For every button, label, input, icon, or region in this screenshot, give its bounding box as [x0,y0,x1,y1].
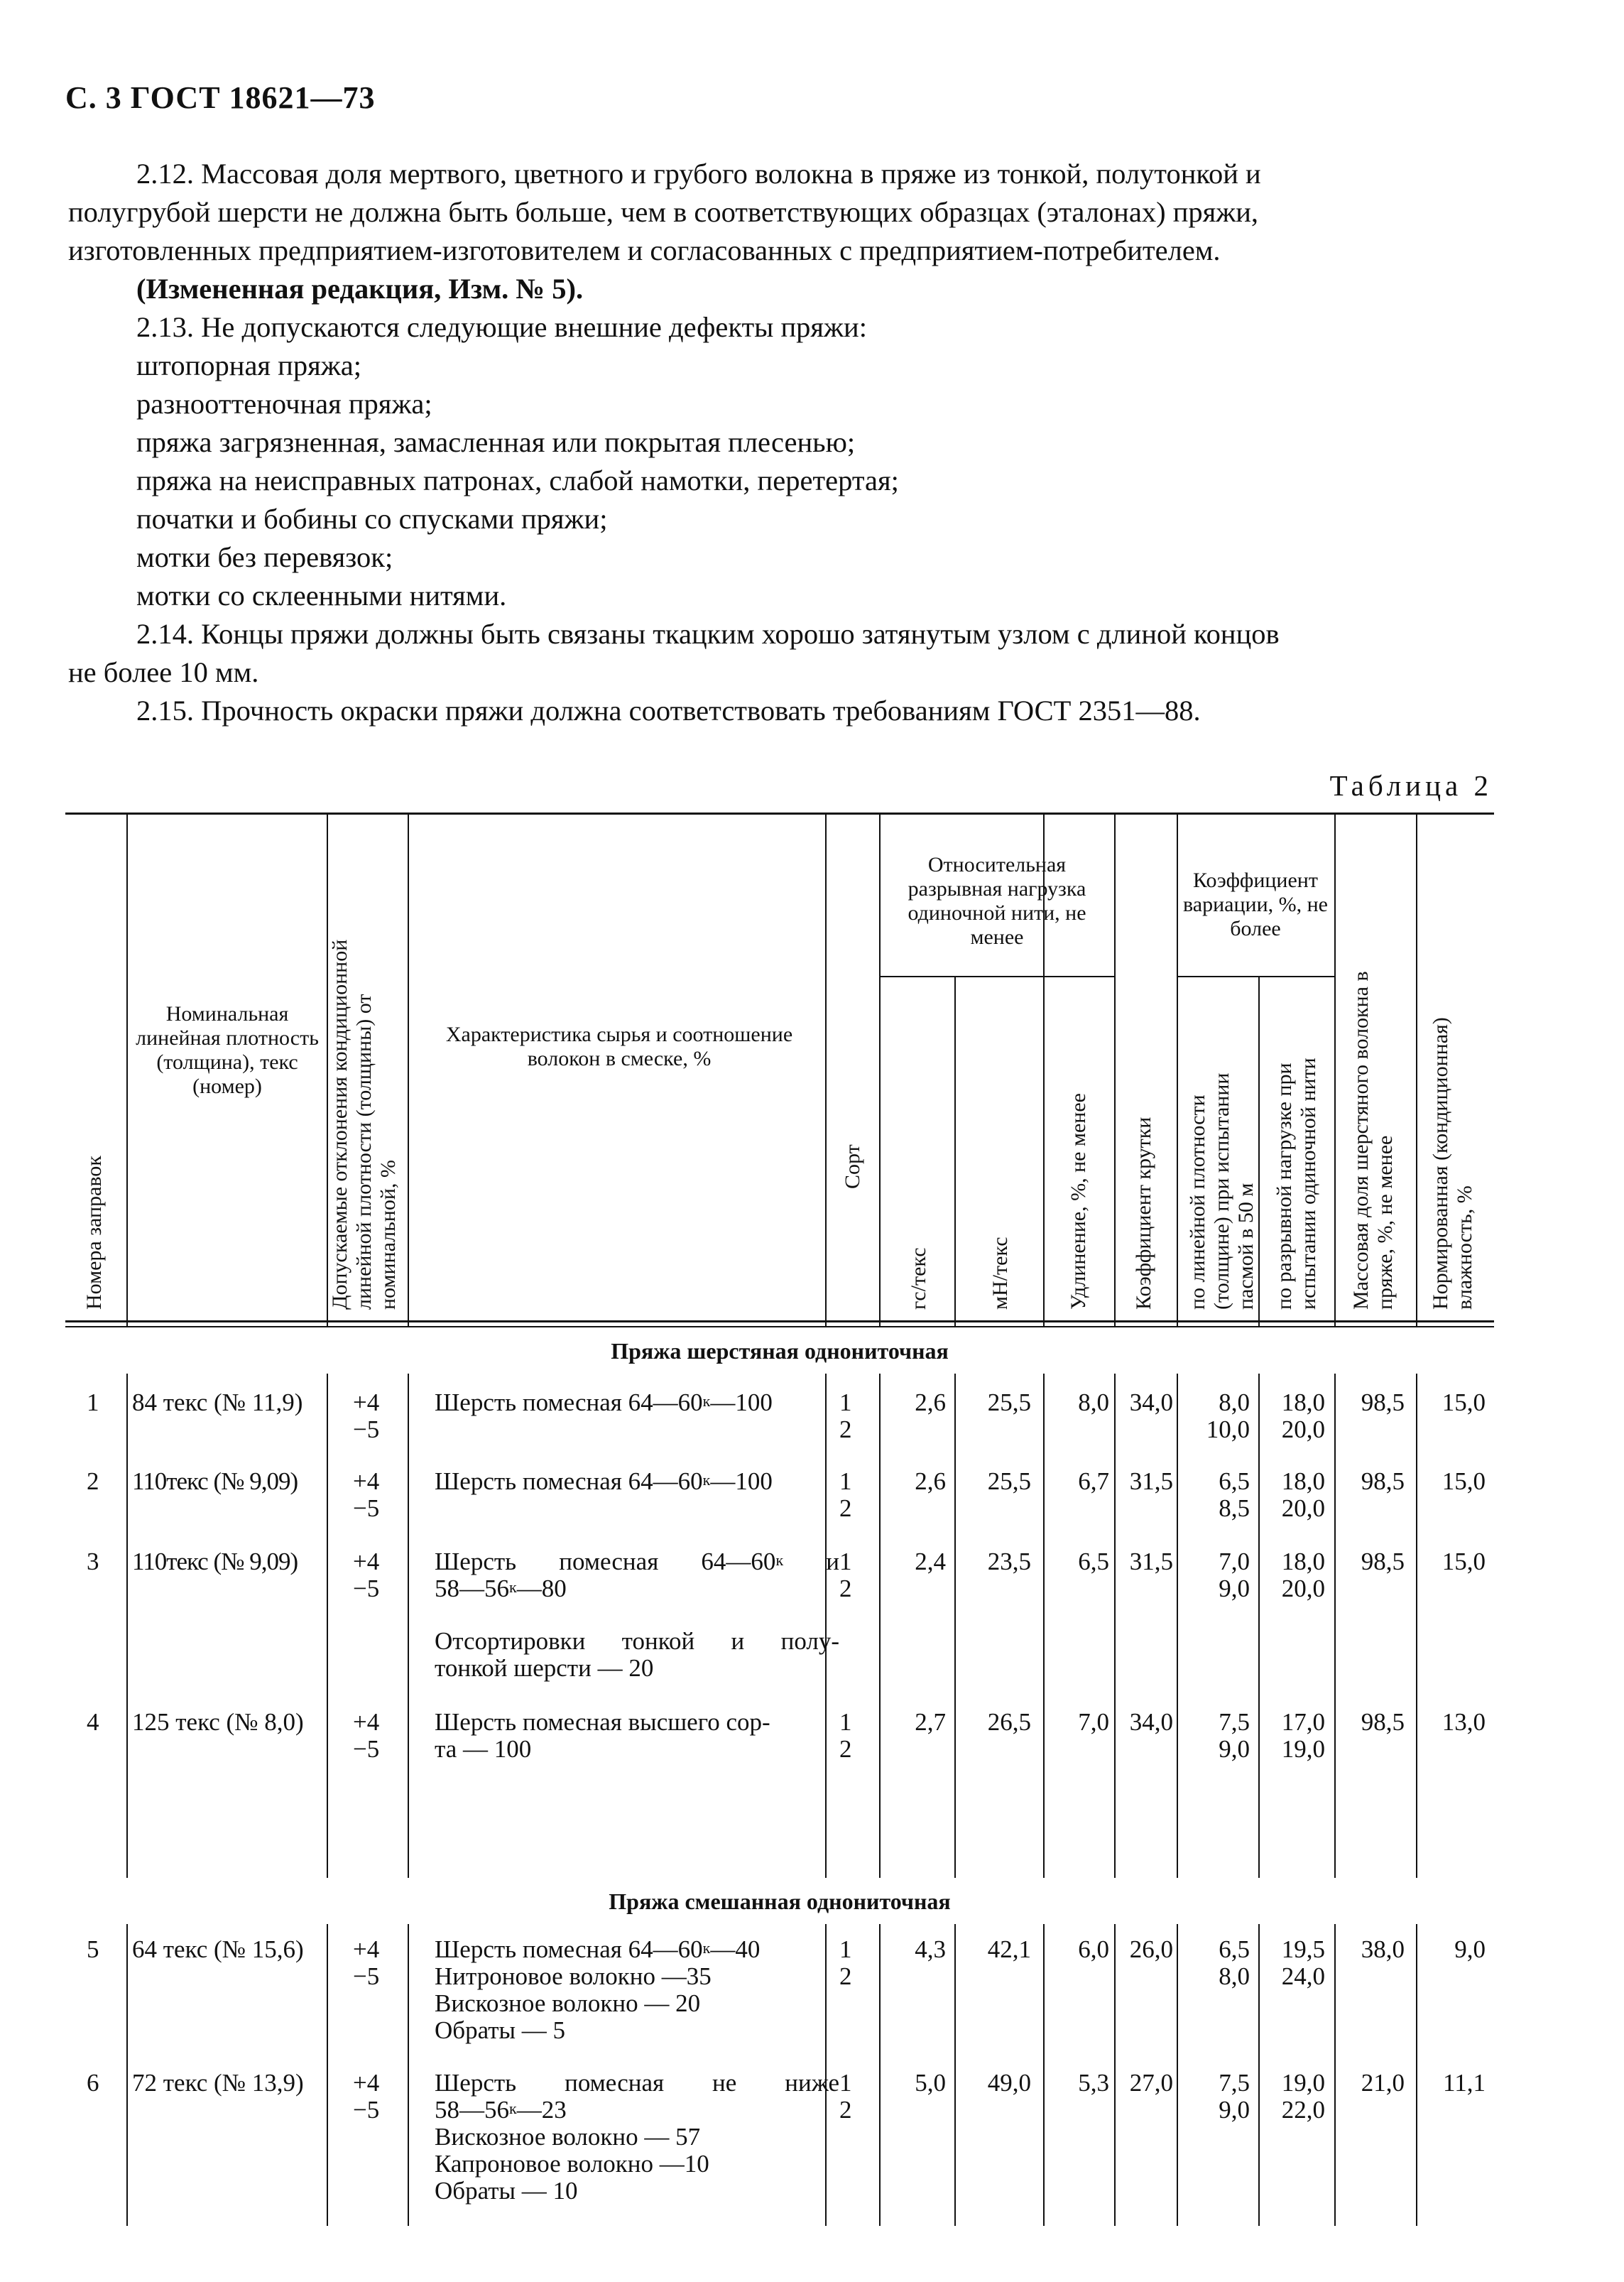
cv-density-2: 8,5 [1219,1494,1250,1522]
col-divider [126,813,128,1327]
header-elongation: Удлинение, %, не менее [1067,1093,1090,1310]
load-gs: 2,4 [915,1548,946,1575]
twist: 31,5 [1129,1467,1173,1495]
grade-2: 2 [839,1735,852,1763]
moisture: 15,0 [1442,1467,1486,1495]
cv-density-2: 8,0 [1219,1962,1250,1990]
grade-1: 1 [839,1708,852,1736]
cv-load-2: 19,0 [1281,1735,1325,1763]
twist: 26,0 [1129,1935,1173,1963]
header-line: (толщине) при испытании [1210,1072,1233,1310]
cv-density-1: 8,0 [1219,1389,1250,1416]
header-load-gs: гс/текс [907,1247,930,1310]
cv-density-1: 6,5 [1219,1467,1250,1495]
edit-note: (Измененная редакция, Изм. № 5). [136,273,584,305]
cv-load-2: 22,0 [1281,2096,1325,2124]
row-num: 4 [87,1708,99,1736]
text-line: 2.12. Массовая доля мертвого, цветного и грубого волокна в пряже из тонкой, полутонкой и [136,158,1261,190]
wool-share: 98,5 [1361,1548,1405,1575]
row-num: 5 [87,1935,99,1963]
defect-item: мотки со склеенными нитями. [136,580,507,612]
cv-load-2: 20,0 [1281,1416,1325,1443]
header-cv-load [1273,987,1326,1310]
header-load-group: Относительная разрывная нагрузка одиночной нити, не менее [908,853,1086,949]
col-divider [825,813,827,1327]
col-divider [954,1924,956,2226]
col-divider [126,1924,128,2226]
table-caption: Таблица 2 [1329,769,1493,802]
elongation: 8,0 [1078,1389,1109,1416]
cv-density-2: 10,0 [1206,1416,1250,1443]
wool-share: 98,5 [1361,1389,1405,1416]
grade-1: 1 [839,1548,852,1575]
cv-density-1: 6,5 [1219,1935,1250,1963]
header-line: линейной плотности (толщины) от [352,994,376,1310]
col-divider [954,1374,956,1878]
group-divider [879,976,1114,977]
load-gs: 2,6 [915,1389,946,1416]
composition-line: Шерсть помесная $64—60^к$ и [435,1548,840,1575]
cv-load-2: 20,0 [1281,1494,1325,1522]
dev-minus: −5 [353,1494,380,1522]
dev-plus: +4 [353,1467,380,1495]
composition-line: Шерсть помесная $64—60^к—40$ [435,1935,761,1963]
dev-minus: −5 [353,1416,380,1443]
composition [435,2070,839,2205]
header-line: по разрывной нагрузке при [1273,1063,1296,1310]
cv-density-1: 7,0 [1219,1548,1250,1575]
load-mn: 49,0 [987,2069,1031,2097]
cv-load-2: 24,0 [1281,1962,1325,1990]
header-divider-double [65,1326,1494,1327]
dev-plus: +4 [353,1548,380,1575]
composition [435,1709,839,1763]
moisture: 9,0 [1454,1935,1486,1963]
grade-2: 2 [839,1962,852,1990]
load-gs: 2,7 [915,1708,946,1736]
col-divider [879,1374,881,1878]
col-divider [1177,1924,1178,2226]
header-load-mn: мН/текс [988,1237,1012,1310]
dev-minus: −5 [353,1735,380,1763]
composition-line: $58—56^к—80$ [435,1575,567,1602]
composition [435,1468,839,1495]
moisture: 15,0 [1442,1389,1486,1416]
cv-load-1: 19,5 [1281,1935,1325,1963]
defect-item: штопорная пряжа; [136,349,361,381]
header-line: Нормированная (кондиционная) [1429,1017,1452,1310]
composition-line: Обраты — 5 [435,2016,566,2044]
col-divider [1114,1374,1116,1878]
header-twist: Коэффициент крутки [1132,1116,1155,1310]
row-density: 72 текс (№ 13,9) [132,2069,304,2097]
header-line: пасмой в 50 м [1234,1183,1258,1310]
col-divider [1258,976,1260,1327]
section-title-mixed: Пряжа смешанная однониточная [609,1889,951,1914]
col-divider [327,1374,328,1878]
col-divider [1258,1924,1260,2226]
header-line: Допускаемые отклонения кондиционной [328,939,351,1310]
row-density: 125 текс (№ 8,0) [132,1708,304,1736]
composition-line: Шерсть помесная $64—60^к—100$ [435,1389,773,1416]
row-num: 2 [87,1467,99,1495]
load-mn: 42,1 [987,1935,1031,1963]
group-divider [1177,976,1334,977]
section-title-wool: Пряжа шерстяная однониточная [611,1338,949,1364]
grade-1: 1 [839,1467,852,1495]
composition-line: тонкой шерсти — 20 [435,1654,654,1682]
composition-line: та — 100 [435,1735,532,1763]
grade-1: 1 [839,2069,852,2097]
header-cv-group: Коэффициент вариации, %, не более [1183,869,1328,940]
col-divider [1114,813,1116,1327]
dev-plus: +4 [353,2069,380,2097]
header-num: Номера заправок [82,1156,106,1310]
col-divider [1043,1374,1045,1878]
cv-load-1: 18,0 [1281,1389,1325,1416]
header-deviation [328,834,405,1310]
cv-load-1: 17,0 [1281,1708,1325,1736]
composition-line: Шерсть помесная не ниже [435,2069,839,2097]
load-mn: 25,5 [987,1389,1031,1416]
elongation: 7,0 [1078,1708,1109,1736]
cv-load-1: 19,0 [1281,2069,1325,2097]
composition-line: Отсортировки тонкой и полу- [435,1627,839,1655]
col-divider [1177,813,1178,1327]
grade-2: 2 [839,2096,852,2124]
header-moisture [1429,940,1486,1310]
header-composition: Характеристика сырья и соотношение волокон в смеске, % [445,1023,793,1070]
col-divider [1177,1374,1178,1878]
text-line: не более 10 мм. [68,656,259,688]
paragraph-2-12 [68,155,1488,730]
dev-plus: +4 [353,1708,380,1736]
composition-line: Обраты — 10 [435,2177,578,2205]
elongation: 5,3 [1078,2069,1109,2097]
dev-minus: −5 [353,2096,380,2124]
text-line: 2.14. Концы пряжи должны быть связаны ткацким хорошо затянутым узлом с длиной концов [136,618,1280,650]
row-density: 84 текс (№ 11,9) [132,1389,303,1416]
twist: 34,0 [1129,1708,1173,1736]
composition-line: Шерсть помесная высшего сор- [435,1708,770,1736]
text-line: полугрубой шерсти не должна быть больше, чем в соответствующих образцах (эталонах) пряжи, [68,196,1259,228]
col-divider [126,1374,128,1878]
cv-density-1: 7,5 [1219,2069,1250,2097]
grade-2: 2 [839,1416,852,1443]
moisture: 15,0 [1442,1548,1486,1575]
cv-density-2: 9,0 [1219,1735,1250,1763]
elongation: 6,0 [1078,1935,1109,1963]
col-divider [408,813,409,1327]
defect-item: разнооттеночная пряжа; [136,388,432,420]
cv-density-2: 9,0 [1219,2096,1250,2124]
col-divider [1416,1924,1417,2226]
col-divider [1258,1374,1260,1878]
col-divider [879,813,881,1327]
header-grade: Сорт [841,1144,864,1189]
load-gs: 5,0 [915,2069,946,2097]
col-divider [1416,813,1417,1327]
defect-item: пряжа загрязненная, замасленная или покрытая плесенью; [136,426,856,458]
row-num: 6 [87,2069,99,2097]
cv-density-2: 9,0 [1219,1575,1250,1602]
load-mn: 26,5 [987,1708,1031,1736]
load-mn: 25,5 [987,1467,1031,1495]
row-density: 64 текс (№ 15,6) [132,1935,304,1963]
composition [435,1936,839,2044]
row-num: 3 [87,1548,99,1575]
table-border-top [65,813,1494,815]
header-line: Массовая доля шерстяного волокна в [1349,971,1373,1310]
wool-share: 21,0 [1361,2069,1405,2097]
dev-minus: −5 [353,1575,380,1602]
cv-load-1: 18,0 [1281,1467,1325,1495]
col-divider [1334,1924,1336,2226]
load-gs: 2,6 [915,1467,946,1495]
dev-plus: +4 [353,1389,380,1416]
col-divider [1114,1924,1116,2226]
load-mn: 23,5 [987,1548,1031,1575]
col-divider [408,1374,409,1878]
composition-line: Нитроновое волокно —35 [435,1962,712,1990]
text-line: 2.13. Не допускаются следующие внешние дефекты пряжи: [136,311,867,343]
wool-share: 38,0 [1361,1935,1405,1963]
grade-1: 1 [839,1389,852,1416]
cv-load-2: 20,0 [1281,1575,1325,1602]
col-divider [1043,1924,1045,2226]
grade-2: 2 [839,1575,852,1602]
elongation: 6,7 [1078,1467,1109,1495]
row-density: 110текс (№ 9,09) [132,1467,298,1495]
twist: 31,5 [1129,1548,1173,1575]
composition-line: Шерсть помесная $64—60^к—100$ [435,1467,773,1495]
composition-line: Вискозное волокно — 57 [435,2123,701,2151]
col-divider [327,1924,328,2226]
dev-plus: +4 [353,1935,380,1963]
header-line: влажность, % [1453,1185,1476,1310]
composition-line: $58—56^к—23$ [435,2096,567,2124]
moisture: 13,0 [1442,1708,1486,1736]
text-line: 2.15. Прочность окраски пряжи должна соответствовать требованиям ГОСТ 2351—88. [136,695,1201,727]
composition [435,1389,839,1416]
col-divider [1334,813,1336,1327]
grade-2: 2 [839,1494,852,1522]
page-header: С. 3 ГОСТ 18621—73 [65,80,376,115]
text-line: изготовленных предприятием-изготовителем и согласованных с предприятием-потребителем. [68,234,1221,266]
composition-line: Капроновое волокно —10 [435,2150,709,2178]
composition [435,1548,839,1682]
twist: 34,0 [1129,1389,1173,1416]
defect-item: початки и бобины со спусками пряжи; [136,503,608,535]
col-divider [879,1924,881,2226]
elongation: 6,5 [1078,1548,1109,1575]
cv-density-1: 7,5 [1219,1708,1250,1736]
load-gs: 4,3 [915,1935,946,1963]
row-num: 1 [87,1389,99,1416]
composition-line: Вискозное волокно — 20 [435,1989,701,2017]
col-divider [1334,1374,1336,1878]
header-line: номинальной, % [376,1160,400,1310]
moisture: 11,1 [1443,2069,1486,2097]
header-line: испытании одиночной нити [1297,1058,1320,1310]
header-line: пряже, %, не менее [1373,1135,1397,1310]
twist: 27,0 [1129,2069,1173,2097]
wool-share: 98,5 [1361,1708,1405,1736]
grade-1: 1 [839,1935,852,1963]
defect-item: пряжа на неисправных патронах, слабой намотки, перетертая; [136,464,899,496]
header-wool [1349,884,1406,1310]
row-density: 110текс (№ 9,09) [132,1548,298,1575]
col-divider [408,1924,409,2226]
dev-minus: −5 [353,1962,380,1990]
wool-share: 98,5 [1361,1467,1405,1495]
header-cv-density [1186,997,1258,1310]
header-density: Номинальная линейная плотность (толщина), текс (номер) [136,1002,319,1098]
col-divider [954,976,956,1327]
header-line: по линейной плотности [1186,1094,1209,1310]
col-divider [1416,1374,1417,1878]
defect-item: мотки без перевязок; [136,541,393,573]
header-divider [65,1320,1494,1322]
cv-load-1: 18,0 [1281,1548,1325,1575]
